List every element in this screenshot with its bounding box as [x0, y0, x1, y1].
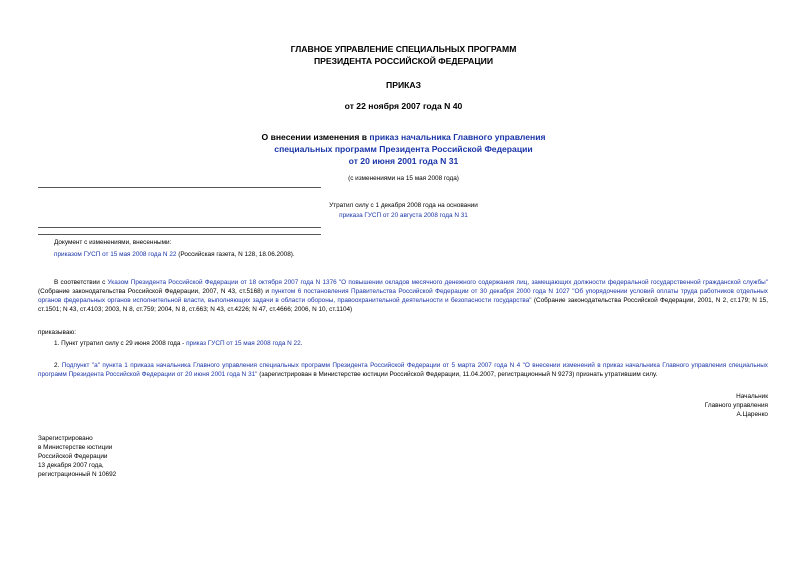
signature-position: Начальник [736, 393, 768, 400]
divider [38, 234, 321, 235]
divider [38, 187, 321, 188]
doc-date: от 22 ноября 2007 года N 40 [344, 101, 463, 111]
item1-text: 1. Пункт утратил силу с 29 июня 2008 года - [54, 340, 187, 347]
doc-title [0, 131, 807, 167]
item2-text: 2. [54, 362, 62, 369]
preamble [38, 278, 768, 314]
item1-tail: . [300, 340, 303, 347]
title-link-line3[interactable]: от 20 июня 2001 года N 31 [348, 156, 459, 166]
title-link-line2[interactable]: специальных программ Президента Российской Федерации [274, 144, 533, 154]
title-prefix: О внесении изменения в [261, 132, 370, 142]
preamble-link-resolution[interactable]: пунктом 6 постановления Правительства Российской Федерации от 30 декабря 2000 года N 1027 "Об упорядочении условий оплаты труда работников отдельных органов федеральных органов исполнительной власти, выполняющих задачи в области обороны, правоохранительной деятельности и безопасности государства" [38, 288, 768, 304]
preamble-text2: (Собрание законодательства Российской Федерации, 2001, N 2, ст.179; N 15, ст.1501; N 43, ст.4103; 2003, N 8, ст.759; 2004, N 8, ст.663; N 43, ст.4226; N 47, ст.4666; 2006, N 10, ст.1104) [38, 297, 768, 313]
doc-type: ПРИКАЗ [386, 80, 421, 90]
order-word: приказываю: [38, 329, 76, 336]
registration-block [38, 434, 116, 479]
signature-block [705, 392, 768, 419]
org-name-line2: ПРЕЗИДЕНТА РОССИЙСКОЙ ФЕДЕРАЦИИ [313, 56, 494, 66]
preamble-link-decree[interactable]: Указом Президента Российской Федерации от 18 октября 2007 года N 1376 "О повышении окладов месячного денежного содержания лиц, замещающих должности федеральной государственной гражданской службы" [107, 279, 768, 286]
changes-suffix: (Российская газета, N 128, 18.06.2008). [176, 251, 295, 258]
signature-name: А.Царенко [736, 411, 768, 418]
item1-link[interactable]: приказ ГУСП от 15 мая 2008 года N 22 [186, 340, 301, 347]
preamble-text1: (Собрание законодательства Российской Федерации, 2007, N 43, ст.5168) и [38, 288, 272, 295]
registration-line1: Зарегистрировано [38, 435, 93, 442]
registration-line2: в Министерстве юстиции [38, 444, 113, 451]
amended-note: (с изменениями на 15 мая 2008 года) [348, 175, 459, 182]
validity-link[interactable]: приказа ГУСП от 20 августа 2008 года N 31 [339, 212, 468, 219]
signature-department: Главного управления [704, 402, 768, 409]
changes-link[interactable]: приказом ГУСП от 15 мая 2008 года N 22 [54, 251, 177, 258]
order-item-1 [54, 339, 302, 348]
item2-link[interactable]: Подпункт "а" пункта 1 приказа начальника Главного управления специальных программ Президента Российской Федерации от 5 марта 2007 года N 4 "О внесении изменений в приказ начальника Главного управления специальных программ Президента Российской Федерации от 20 июня 2001 года N 31" [38, 362, 768, 378]
item2-tail: (зарегистрирован в Министерстве юстиции Российской Федерации, 11.04.2007, регистрационный N 9273) признать утратившим силу. [257, 371, 658, 378]
divider [38, 227, 321, 228]
validity-text: Утратил силу с 1 декабря 2008 года на основании [329, 202, 478, 209]
registration-line4: 13 декабря 2007 года, [38, 462, 104, 469]
registration-line3: Российской Федерации [38, 453, 108, 460]
title-link-line1[interactable]: приказ начальника Главного управления [369, 132, 546, 142]
registration-line5: регистрационный N 10692 [38, 471, 117, 478]
preamble-intro: В соответствии с [54, 279, 108, 286]
org-name-line1: ГЛАВНОЕ УПРАВЛЕНИЕ СПЕЦИАЛЬНЫХ ПРОГРАММ [290, 44, 517, 54]
order-item-2 [38, 361, 768, 379]
changes-label: Документ с изменениями, внесенными: [54, 239, 172, 246]
